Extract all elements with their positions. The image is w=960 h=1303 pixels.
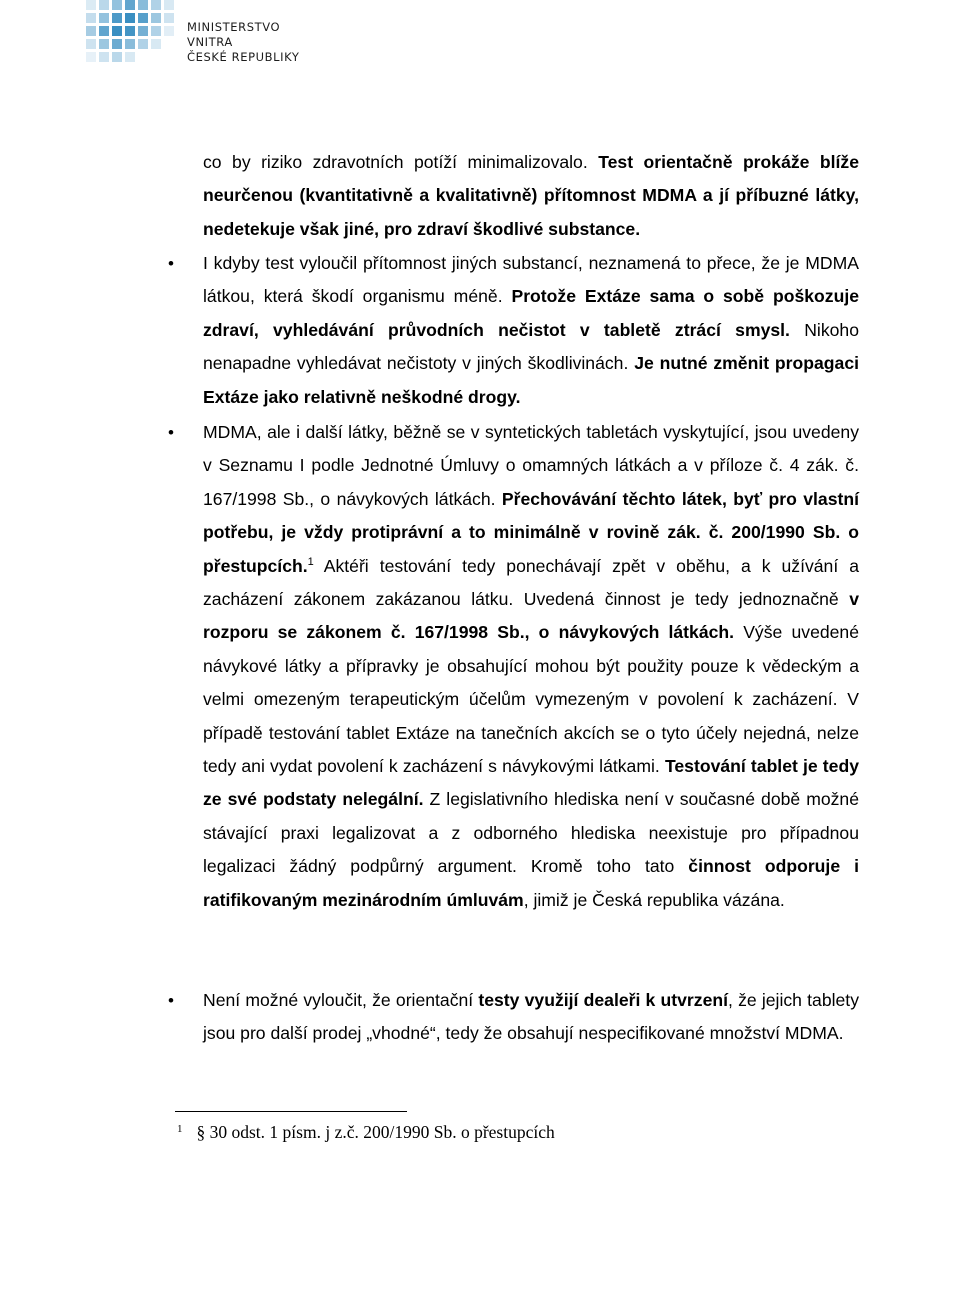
text-run: Výše uvedené návykové látky a přípravky je obsahující mohou být použity pouze k vědeckým a velmi omezeným terapeutickým účelům vymezeným v povolení k zacházení. V případě testování tablet Extáze na tanečních akcích se o tyto účely nejedná, nelze tedy ani vydat povolení k zacházení s návykovými látkami. [203, 622, 859, 777]
ministry-logo [86, 0, 326, 62]
footnote-text: § 30 odst. 1 písm. j z.č. 200/1990 Sb. o přestupcích [196, 1122, 555, 1142]
bold-run: činnost odporuje i ratifikovaným mezinárodním úmluvám [203, 856, 859, 910]
bold-run: Protože Extáze sama o sobě poškozuje zdraví, vyhledávání průvodních nečistot v tabletě ztrácí smysl. [203, 286, 859, 340]
bold-run: Test orientačně prokáže blíže neurčenou (kvantitativně a kvalitativně) přítomnost MDMA a jí příbuzné látky, nedetekuje však jiné, pro zdraví škodlivé substance. [203, 152, 859, 239]
paragraph-continuation [203, 146, 859, 246]
text-run: MDMA, ale i další látky, běžně se v syntetických tabletách vyskytující, jsou uvedeny v Seznamu I podle Jednotné Úmluvy o omamných látkách a v příloze č. 4 zák. č. 167/1998 Sb., o návykových látkách. [203, 422, 859, 509]
logo-line-2: ČESKÉ REPUBLIKY [187, 50, 300, 64]
footnote-divider [175, 1111, 407, 1112]
text-run: I kdyby test vyloučil přítomnost jiných substancí, neznamená to přece, že je MDMA látkou, která škodí organismu méně. [203, 253, 859, 307]
bold-run: Přechovávání těchto látek, byť pro vlastní potřebu, je vždy protiprávní a to minimálně v rovině zák. č. 200/1990 Sb. o přestupcích. [203, 488, 859, 576]
logo-line-1: MINISTERSTVO VNITRA [187, 20, 281, 49]
text-run: Nikoho nenapadne vyhledávat nečistoty v jiných škodlivinách. [203, 319, 859, 374]
text-run: Aktéři testování tedy ponechávají zpět v oběhu, a k užívání a zacházení zákonem zakázanou látku. Uvedená činnost je tedy jednoznačně [203, 555, 859, 610]
bullet-item-1 [203, 247, 859, 414]
bold-run: v rozporu se zákonem č. 167/1998 Sb., o návykových látkách. [203, 589, 859, 643]
bold-run: testy využijí dealeři k utvrzení [478, 990, 728, 1010]
text-run: co by riziko zdravotních potíží minimalizovalo. [203, 152, 599, 172]
logo-text [187, 20, 326, 65]
bullet-item-2 [203, 416, 859, 917]
footnote-number: 1 [177, 1123, 183, 1135]
logo-grid-icon [86, 0, 176, 62]
footnote-reference: 1 [307, 555, 314, 568]
bullet-icon: • [168, 423, 174, 442]
text-run: Není možné vyloučit, že orientační [203, 990, 479, 1010]
bold-run: Testování tablet je tedy ze své podstaty nelegální. [203, 756, 859, 810]
text-run: , jimiž je Česká republika vázána. [523, 889, 785, 910]
bullet-item-3 [203, 984, 859, 1051]
text-run: , že jejich tablety jsou pro další prodej „vhodné“, tedy že obsahují nespecifikované množství MDMA. [203, 990, 859, 1044]
text-run: Z legislativního hlediska není v současné době možné stávající praxi legalizovat a z odborného hlediska neexistuje pro případnou legalizaci žádný podpůrný argument. Kromě toho tato [203, 789, 860, 877]
bullet-icon: • [168, 991, 174, 1010]
footnote [177, 1119, 555, 1145]
bullet-icon: • [168, 254, 174, 273]
bold-run: Je nutné změnit propagaci Extáze jako relativně neškodné drogy. [203, 353, 859, 407]
